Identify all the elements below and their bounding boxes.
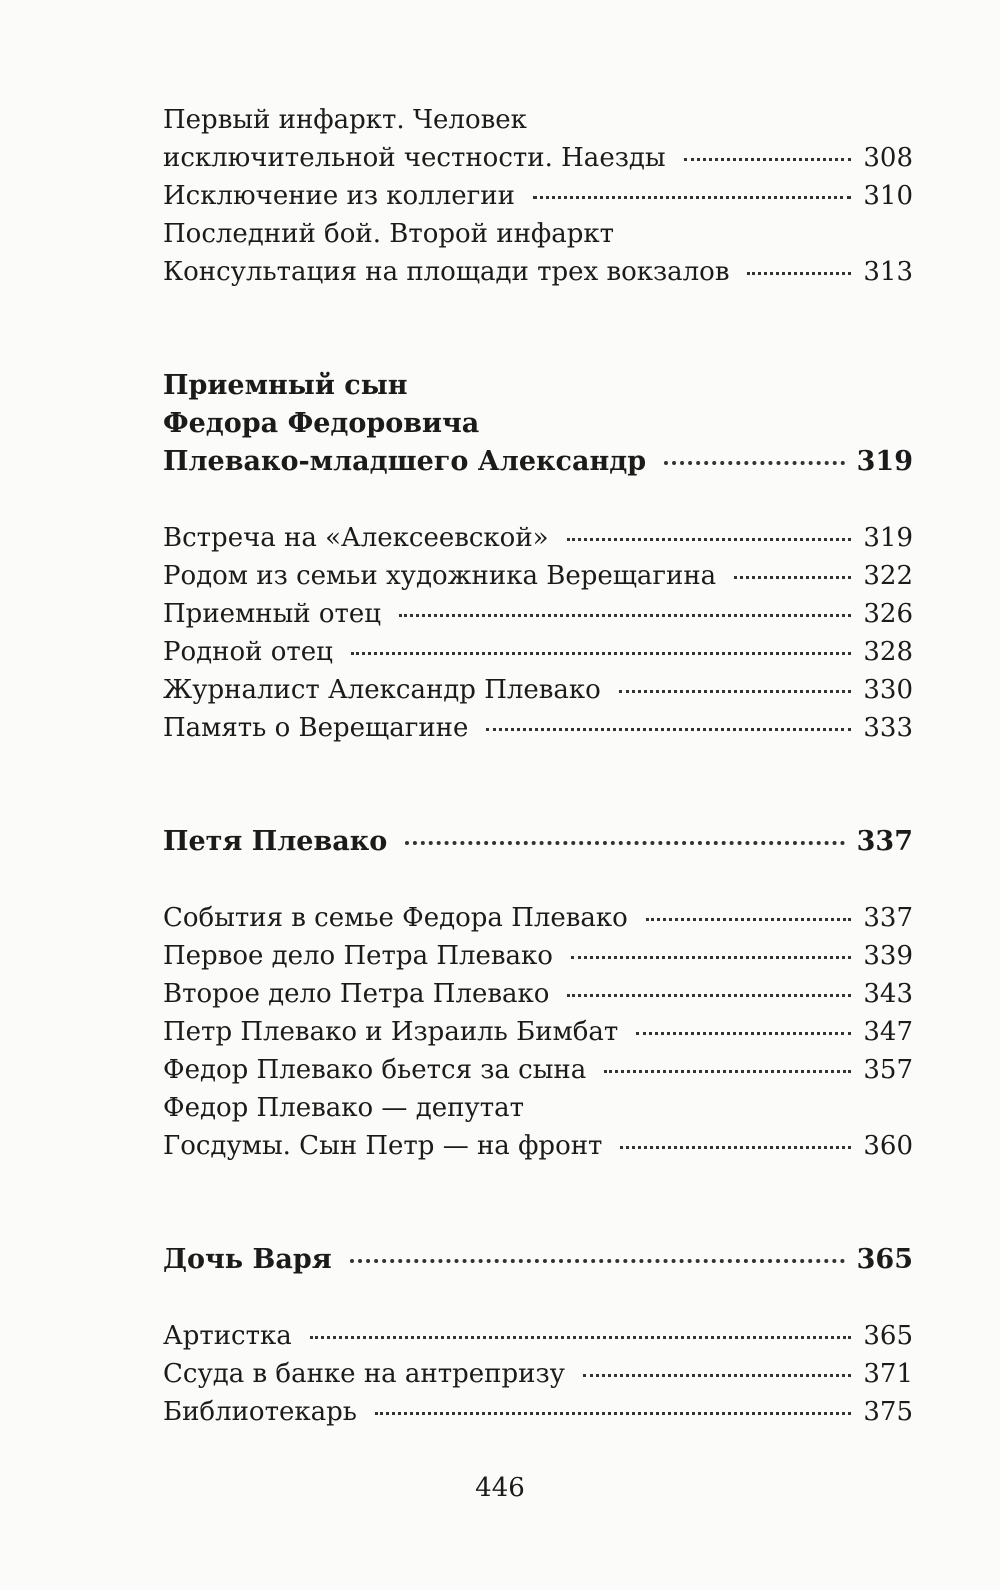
- toc-entry: [163, 974, 913, 1014]
- section-heading-page: 337: [856, 826, 913, 857]
- section-heading-line: Петя Плевако: [163, 826, 388, 857]
- dot-leader: [351, 652, 851, 655]
- dot-leader: [350, 1259, 845, 1263]
- section-heading-line: Дочь Варя: [163, 1244, 332, 1275]
- toc-entry-title: События в семье Федора Плевако: [163, 903, 628, 933]
- section-heading: [163, 1240, 913, 1280]
- toc-entry: [163, 100, 913, 140]
- toc-entry: [163, 1050, 913, 1090]
- toc-entry: [163, 594, 913, 634]
- dot-leader: [567, 538, 852, 541]
- toc-entry: [163, 252, 913, 292]
- toc-entry-title: Федор Плевако — депутат: [163, 1093, 524, 1123]
- dot-leader: [620, 1146, 851, 1149]
- toc-entry-page: 310: [863, 181, 913, 211]
- dot-leader: [684, 158, 852, 161]
- toc-entry-title: Федор Плевако бьется за сына: [163, 1055, 587, 1085]
- toc-entry-title: Первое дело Петра Плевако: [163, 941, 553, 971]
- dot-leader: [405, 841, 844, 845]
- dot-leader: [636, 1032, 851, 1035]
- page-number: 446: [475, 1473, 525, 1503]
- dot-leader: [399, 614, 851, 617]
- section-heading: [163, 442, 913, 482]
- toc-entry: [163, 898, 913, 938]
- toc-entry: [163, 670, 913, 710]
- dot-leader: [486, 728, 851, 731]
- section-heading-page: 319: [856, 446, 913, 477]
- toc-entry-title: Второе дело Петра Плевако: [163, 979, 550, 1009]
- toc-entry-page: 337: [863, 903, 913, 933]
- toc-entry-page: 319: [863, 523, 913, 553]
- toc-entry-title: Встреча на «Алексеевской»: [163, 523, 549, 553]
- toc-entry: [163, 1012, 913, 1052]
- dot-leader: [664, 461, 845, 465]
- toc-entry: [163, 1126, 913, 1166]
- dot-leader: [747, 272, 851, 275]
- toc-entry-title: Госдумы. Сын Петр — на фронт: [163, 1131, 603, 1161]
- toc-entry: [163, 708, 913, 748]
- toc-entry-page: 343: [863, 979, 913, 1009]
- section-heading-page: 365: [856, 1244, 913, 1275]
- toc-entry-title: Петр Плевако и Израиль Бимбат: [163, 1017, 619, 1047]
- toc-entry: [163, 1316, 913, 1356]
- toc-entry-title: исключительной честности. Наезды: [163, 143, 666, 173]
- dot-leader: [646, 918, 852, 921]
- dot-leader: [734, 576, 851, 579]
- dot-leader: [567, 994, 851, 997]
- toc-entry: [163, 1354, 913, 1394]
- toc-entry: [163, 1088, 913, 1128]
- toc-entry-title: Исключение из коллегии: [163, 181, 515, 211]
- toc-entry-page: 347: [863, 1017, 913, 1047]
- toc-entry-title: Приемный отец: [163, 599, 382, 629]
- dot-leader: [583, 1374, 851, 1377]
- toc-entry-title: Консультация на площади трех вокзалов: [163, 257, 730, 287]
- toc-entry-page: 360: [863, 1131, 913, 1161]
- toc-entry-page: 328: [863, 637, 913, 667]
- dot-leader: [571, 956, 851, 959]
- toc-entry: [163, 138, 913, 178]
- toc-entry-page: 357: [863, 1055, 913, 1085]
- toc-entry-page: 308: [863, 143, 913, 173]
- section-heading-line: Плевако-младшего Александр: [163, 446, 647, 477]
- toc-entry-page: 339: [863, 941, 913, 971]
- section-heading-line: Федора Федоровича: [163, 408, 480, 439]
- toc-entry-page: 365: [863, 1321, 913, 1351]
- dot-leader: [310, 1336, 852, 1339]
- toc-entry-title: Родной отец: [163, 637, 333, 667]
- toc-entry-page: 371: [863, 1359, 913, 1389]
- toc-entry-title: Родом из семьи художника Верещагина: [163, 561, 717, 591]
- toc-entry-title: Журналист Александр Плевако: [163, 675, 601, 705]
- toc-entry: [163, 176, 913, 216]
- section-heading: [163, 404, 913, 444]
- toc-entry-title: Последний бой. Второй инфаркт: [163, 219, 615, 249]
- toc-entry: [163, 1392, 913, 1432]
- toc-entry-title: Память о Верещагине: [163, 713, 469, 743]
- dot-leader: [604, 1070, 851, 1073]
- toc-entry-title: Первый инфаркт. Человек: [163, 105, 527, 135]
- section-heading: [163, 366, 913, 406]
- dot-leader: [533, 196, 851, 199]
- toc-entry: [163, 632, 913, 672]
- section-heading: [163, 822, 913, 862]
- toc-entry: [163, 214, 913, 254]
- toc-entry: [163, 936, 913, 976]
- dot-leader: [375, 1412, 851, 1415]
- toc-entry: [163, 556, 913, 596]
- toc-entry-page: 375: [863, 1397, 913, 1427]
- dot-leader: [619, 690, 852, 693]
- toc-entry-title: Артистка: [163, 1321, 292, 1351]
- toc-entry-title: Ссуда в банке на антрепризу: [163, 1359, 565, 1389]
- toc-entry: [163, 518, 913, 558]
- toc-entry-page: 333: [863, 713, 913, 743]
- section-heading-line: Приемный сын: [163, 370, 408, 401]
- toc-entry-page: 322: [863, 561, 913, 591]
- toc-entry-page: 313: [863, 257, 913, 287]
- toc-entry-page: 326: [863, 599, 913, 629]
- toc-entry-title: Библиотекарь: [163, 1397, 357, 1427]
- toc-entry-page: 330: [863, 675, 913, 705]
